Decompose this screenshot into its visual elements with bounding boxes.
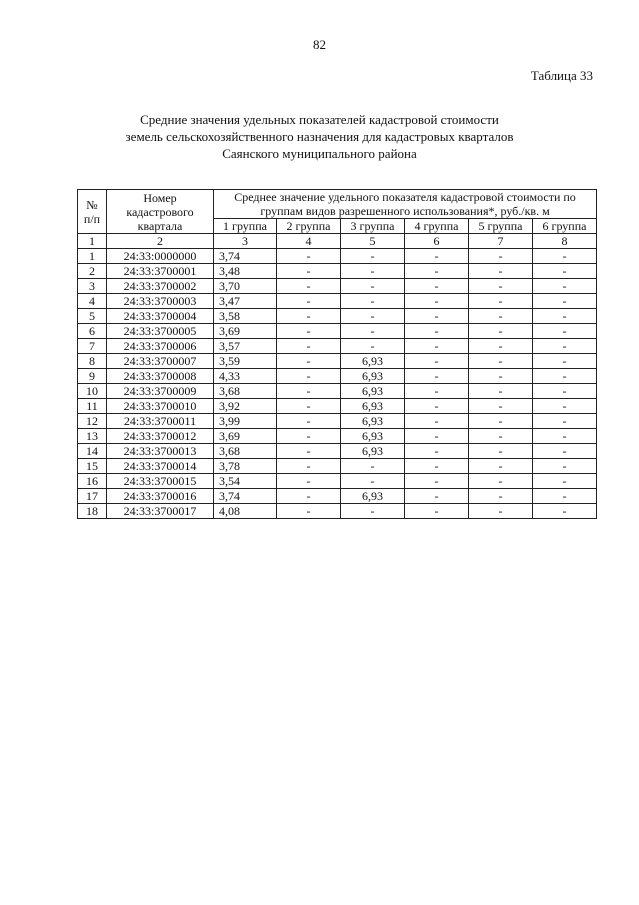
cadastral-block-cell: 24:33:3700002 [107,279,214,294]
row-number-cell: 2 [78,264,107,279]
header-group: 2 группа [277,219,341,234]
group-4-value-cell: - [405,384,469,399]
group-2-value-cell: - [277,384,341,399]
group-2-value-cell: - [277,279,341,294]
group-5-value-cell: - [469,459,533,474]
table-row [78,444,597,459]
row-number-cell: 17 [78,489,107,504]
column-number: 3 [214,234,277,249]
group-5-value-cell: - [469,339,533,354]
group-6-value-cell: - [533,249,597,264]
cadastral-block-cell: 24:33:3700015 [107,474,214,489]
group-4-value-cell: - [405,459,469,474]
group-5-value-cell: - [469,429,533,444]
group-5-value-cell: - [469,369,533,384]
cadastral-values-table [77,189,597,519]
group-5-value-cell: - [469,489,533,504]
group-3-value-cell: 6,93 [341,489,405,504]
group-3-value-cell: - [341,279,405,294]
header-group: 3 группа [341,219,405,234]
title-line: Средние значения удельных показателей кадастровой стоимости [140,112,499,127]
table-row [78,459,597,474]
group-2-value-cell: - [277,504,341,519]
group-5-value-cell: - [469,474,533,489]
group-6-value-cell: - [533,444,597,459]
group-1-value-cell: 3,58 [214,309,277,324]
group-1-value-cell: 3,70 [214,279,277,294]
table-row [78,354,597,369]
group-5-value-cell: - [469,249,533,264]
document-title [0,111,639,162]
group-6-value-cell: - [533,264,597,279]
group-5-value-cell: - [469,504,533,519]
column-number: 6 [405,234,469,249]
group-1-value-cell: 3,92 [214,399,277,414]
group-4-value-cell: - [405,489,469,504]
column-number: 5 [341,234,405,249]
header-group: 5 группа [469,219,533,234]
row-number-cell: 3 [78,279,107,294]
group-2-value-cell: - [277,444,341,459]
group-1-value-cell: 3,99 [214,414,277,429]
group-4-value-cell: - [405,309,469,324]
group-5-value-cell: - [469,384,533,399]
group-4-value-cell: - [405,294,469,309]
group-4-value-cell: - [405,474,469,489]
header-group: 6 группа [533,219,597,234]
group-2-value-cell: - [277,324,341,339]
table-row [78,429,597,444]
group-2-value-cell: - [277,264,341,279]
group-1-value-cell: 3,68 [214,384,277,399]
group-4-value-cell: - [405,414,469,429]
row-number-cell: 13 [78,429,107,444]
group-3-value-cell: - [341,459,405,474]
group-6-value-cell: - [533,369,597,384]
cadastral-block-cell: 24:33:3700012 [107,429,214,444]
row-number-cell: 12 [78,414,107,429]
group-4-value-cell: - [405,339,469,354]
table-row [78,309,597,324]
group-3-value-cell: - [341,264,405,279]
group-3-value-cell: 6,93 [341,414,405,429]
group-4-value-cell: - [405,399,469,414]
group-3-value-cell: 6,93 [341,384,405,399]
group-6-value-cell: - [533,429,597,444]
row-number-cell: 16 [78,474,107,489]
row-number-cell: 14 [78,444,107,459]
group-2-value-cell: - [277,249,341,264]
column-number: 1 [78,234,107,249]
group-4-value-cell: - [405,264,469,279]
group-4-value-cell: - [405,354,469,369]
group-1-value-cell: 3,47 [214,294,277,309]
header-cadastral-block: Номер кадастрового квартала [107,190,214,234]
group-1-value-cell: 3,74 [214,489,277,504]
table-body [78,249,597,519]
row-number-cell: 9 [78,369,107,384]
row-number-cell: 7 [78,339,107,354]
group-6-value-cell: - [533,414,597,429]
table-row [78,504,597,519]
column-number: 4 [277,234,341,249]
header-row-number: № п/п [78,190,107,234]
column-number: 8 [533,234,597,249]
group-1-value-cell: 3,54 [214,474,277,489]
group-5-value-cell: - [469,294,533,309]
group-2-value-cell: - [277,309,341,324]
row-number-cell: 1 [78,249,107,264]
title-line: земель сельскохозяйственного назначения для кадастровых кварталов [125,129,514,144]
table-label: Таблица 33 [530,68,593,83]
row-number-cell: 8 [78,354,107,369]
row-number-cell: 5 [78,309,107,324]
group-6-value-cell: - [533,399,597,414]
group-6-value-cell: - [533,354,597,369]
cadastral-block-cell: 24:33:3700003 [107,294,214,309]
cadastral-block-cell: 24:33:3700008 [107,369,214,384]
group-4-value-cell: - [405,324,469,339]
group-6-value-cell: - [533,309,597,324]
group-1-value-cell: 3,57 [214,339,277,354]
group-1-value-cell: 4,33 [214,369,277,384]
group-5-value-cell: - [469,444,533,459]
group-4-value-cell: - [405,429,469,444]
group-5-value-cell: - [469,354,533,369]
cadastral-block-cell: 24:33:3700009 [107,384,214,399]
table-row [78,414,597,429]
group-5-value-cell: - [469,264,533,279]
group-3-value-cell: 6,93 [341,429,405,444]
group-2-value-cell: - [277,459,341,474]
header-group: 1 группа [214,219,277,234]
header-average-value: Среднее значение удельного показателя кадастровой стоимости по группам видов разрешенного использования*, руб./кв. м [214,190,597,219]
group-2-value-cell: - [277,474,341,489]
group-5-value-cell: - [469,414,533,429]
group-3-value-cell: 6,93 [341,354,405,369]
group-1-value-cell: 3,69 [214,324,277,339]
table-row [78,339,597,354]
group-3-value-cell: - [341,294,405,309]
group-1-value-cell: 3,59 [214,354,277,369]
cadastral-block-cell: 24:33:3700014 [107,459,214,474]
group-3-value-cell: 6,93 [341,444,405,459]
table-row [78,279,597,294]
row-number-cell: 18 [78,504,107,519]
group-2-value-cell: - [277,369,341,384]
cadastral-block-cell: 24:33:0000000 [107,249,214,264]
header-group: 4 группа [405,219,469,234]
group-3-value-cell: - [341,249,405,264]
group-6-value-cell: - [533,384,597,399]
table-row [78,294,597,309]
group-3-value-cell: 6,93 [341,369,405,384]
group-5-value-cell: - [469,324,533,339]
group-2-value-cell: - [277,339,341,354]
group-2-value-cell: - [277,399,341,414]
row-number-cell: 11 [78,399,107,414]
group-6-value-cell: - [533,459,597,474]
group-3-value-cell: - [341,324,405,339]
cadastral-block-cell: 24:33:3700007 [107,354,214,369]
group-5-value-cell: - [469,309,533,324]
group-6-value-cell: - [533,279,597,294]
cadastral-block-cell: 24:33:3700010 [107,399,214,414]
group-4-value-cell: - [405,279,469,294]
group-1-value-cell: 3,78 [214,459,277,474]
group-6-value-cell: - [533,324,597,339]
group-6-value-cell: - [533,474,597,489]
cadastral-block-cell: 24:33:3700001 [107,264,214,279]
row-number-cell: 4 [78,294,107,309]
group-1-value-cell: 3,68 [214,444,277,459]
group-2-value-cell: - [277,294,341,309]
table-row [78,369,597,384]
group-4-value-cell: - [405,444,469,459]
cadastral-block-cell: 24:33:3700004 [107,309,214,324]
group-6-value-cell: - [533,339,597,354]
group-1-value-cell: 3,74 [214,249,277,264]
cadastral-block-cell: 24:33:3700006 [107,339,214,354]
group-1-value-cell: 3,69 [214,429,277,444]
row-number-cell: 15 [78,459,107,474]
cadastral-block-cell: 24:33:3700005 [107,324,214,339]
column-number: 7 [469,234,533,249]
group-5-value-cell: - [469,279,533,294]
group-6-value-cell: - [533,489,597,504]
cadastral-block-cell: 24:33:3700011 [107,414,214,429]
table-row [78,324,597,339]
group-6-value-cell: - [533,504,597,519]
group-2-value-cell: - [277,489,341,504]
cadastral-block-cell: 24:33:3700017 [107,504,214,519]
group-2-value-cell: - [277,354,341,369]
group-2-value-cell: - [277,414,341,429]
row-number-cell: 6 [78,324,107,339]
group-1-value-cell: 3,48 [214,264,277,279]
group-3-value-cell: - [341,474,405,489]
table-row [78,474,597,489]
group-2-value-cell: - [277,429,341,444]
group-6-value-cell: - [533,294,597,309]
cadastral-block-cell: 24:33:3700016 [107,489,214,504]
group-3-value-cell: 6,93 [341,399,405,414]
table-row [78,384,597,399]
title-line: Саянского муниципального района [222,146,417,161]
group-4-value-cell: - [405,369,469,384]
table-row [78,489,597,504]
group-3-value-cell: - [341,339,405,354]
column-number: 2 [107,234,214,249]
page-number: 82 [313,37,326,52]
group-4-value-cell: - [405,504,469,519]
group-3-value-cell: - [341,309,405,324]
table-row [78,249,597,264]
group-4-value-cell: - [405,249,469,264]
table-row [78,399,597,414]
group-1-value-cell: 4,08 [214,504,277,519]
cadastral-block-cell: 24:33:3700013 [107,444,214,459]
group-5-value-cell: - [469,399,533,414]
row-number-cell: 10 [78,384,107,399]
group-3-value-cell: - [341,504,405,519]
table-row [78,264,597,279]
